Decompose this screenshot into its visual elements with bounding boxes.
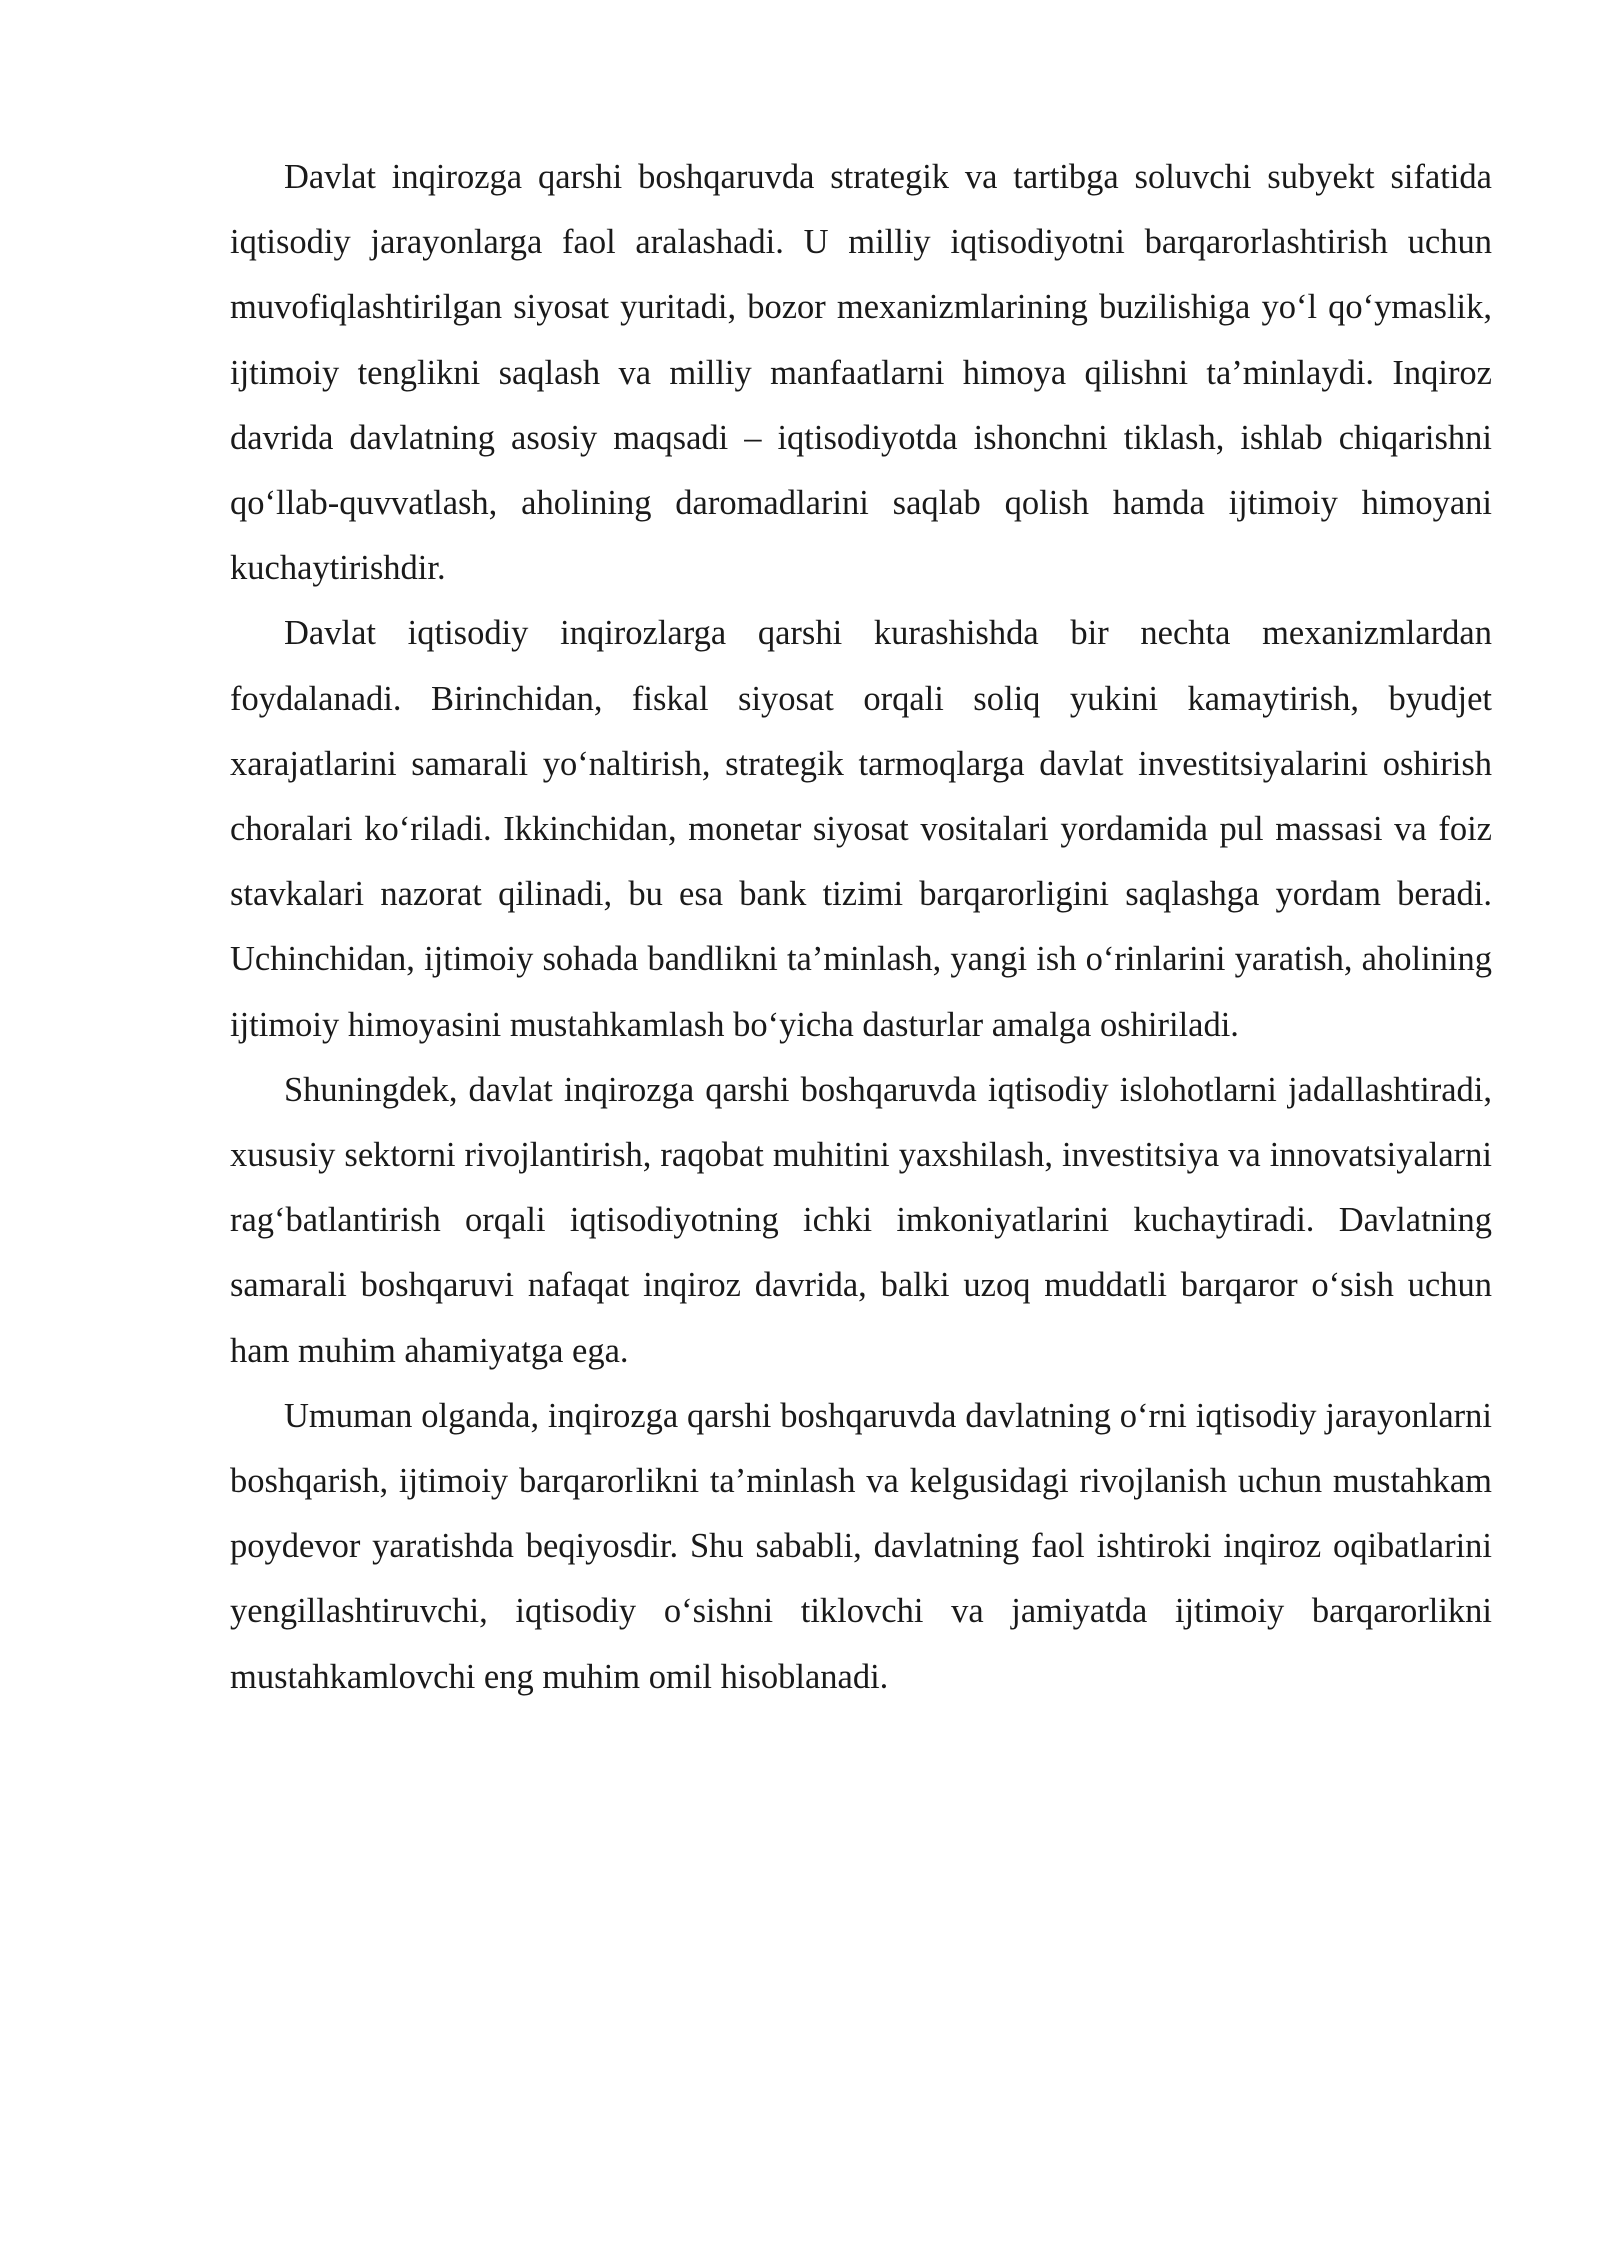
paragraph-4: Umuman olganda, inqirozga qarshi boshqaruvda davlatning o‘rni iqtisodiy jarayonlarni boshqarish, ijtimoiy barqarorlikni ta’minlash va kelgusidagi rivojlanish uchun mustahkam poydevor yaratishda beqiyosdir. Shu sababli, davlatning faol ishtiroki inqiroz oqibatlarini yengillashtiruvchi, iqtisodiy o‘sishni tiklovchi va jamiyatda ijtimoiy barqarorlikni mustahkamlovchi eng muhim omil hisoblanadi. [230,1396,1492,1696]
paragraph-3: Shuningdek, davlat inqirozga qarshi boshqaruvda iqtisodiy islohotlarni jadallashtiradi, xususiy sektorni rivojlantirish, raqobat muhitini yaxshilash, investitsiya va innovatsiyalarni rag‘batlantirish orqali iqtisodiyotning ichki imkoniyatlarini kuchaytiradi. Davlatning samarali boshqaruvi nafaqat inqiroz davrida, balki uzoq muddatli barqaror o‘sish uchun ham muhim ahamiyatga ega. [230,1070,1492,1370]
body-text [230,145,1492,1710]
paragraph-1: Davlat inqirozga qarshi boshqaruvda strategik va tartibga soluvchi subyekt sifatida iqtisodiy jarayonlarga faol aralashadi. U milliy iqtisodiyotni barqarorlashtirish uchun muvofiqlashtirilgan siyosat yuritadi, bozor mexanizmlarining buzilishiga yo‘l qo‘ymaslik, ijtimoiy tenglikni saqlash va milliy manfaatlarni himoya qilishni ta’minlaydi. Inqiroz davrida davlatning asosiy maqsadi – iqtisodiyotda ishonchni tiklash, ishlab chiqarishni qo‘llab-quvvatlash, aholining daromadlarini saqlab qolish hamda ijtimoiy himoyani kuchaytirishdir. [230,158,1492,588]
paragraph-2: Davlat iqtisodiy inqirozlarga qarshi kurashishda bir nechta mexanizmlardan foydalanadi. Birinchidan, fiskal siyosat orqali soliq yukini kamaytirish, byudjet xarajatlarini samarali yo‘naltirish, strategik tarmoqlarga davlat investitsiyalarini oshirish choralari ko‘riladi. Ikkinchidan, monetar siyosat vositalari yordamida pul massasi va foiz stavkalari nazorat qilinadi, bu esa bank tizimi barqarorligini saqlashga yordam beradi. Uchinchidan, ijtimoiy sohada bandlikni ta’minlash, yangi ish o‘rinlarini yaratish, aholining ijtimoiy himoyasini mustahkamlash bo‘yicha dasturlar amalga oshiriladi. [230,614,1492,1044]
